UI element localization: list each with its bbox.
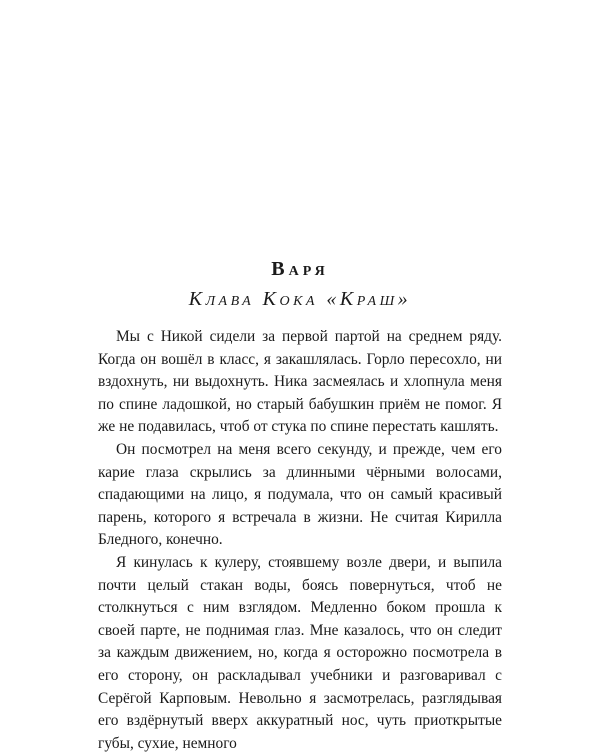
paragraph-3: Я кинулась к кулеру, стоявшему возле двери, и выпила почти целый стакан воды, боясь повернуться, чтоб не столкнуться с ним взглядом. Медленно боком прошла к своей парте, не поднимая глаз. Мне казалось, что он следит за каждым движением, но, когда я осторожно посмотрела в его сторону, он раскладывал учебники и разговаривал с Серёгой Карповым. Невольно я засмотрелась, разглядывая его вздёрнутый вверх аккуратный нос, чуть приоткрытые губы, сухие, немного (98, 553, 502, 752)
chapter-subtitle: Клава Кока «Краш» (188, 288, 412, 310)
paragraph-1: Мы с Никой сидели за первой партой на среднем ряду. Когда он вошёл в класс, я закашлялась. Горло пересохло, ни вздохнуть, ни выдохнуть. Ника засмеялась и хлопнула меня по спине ладошкой, но старый бабушкин приём не помог. Я же не подавилась, чтоб от стука по спине перестать кашлять. (98, 328, 502, 436)
paragraph-2: Он посмотрел на меня всего секунду, и прежде, чем его карие глаза скрылись за длинными чёрными волосами, спадающими на лицо, я подумала, что он самый красивый парень, которого я встречала в жизни. Не считая Кирилла Бледного, конечно. (98, 440, 502, 549)
chapter-title: Варя (271, 258, 329, 280)
body-text (98, 326, 502, 755)
